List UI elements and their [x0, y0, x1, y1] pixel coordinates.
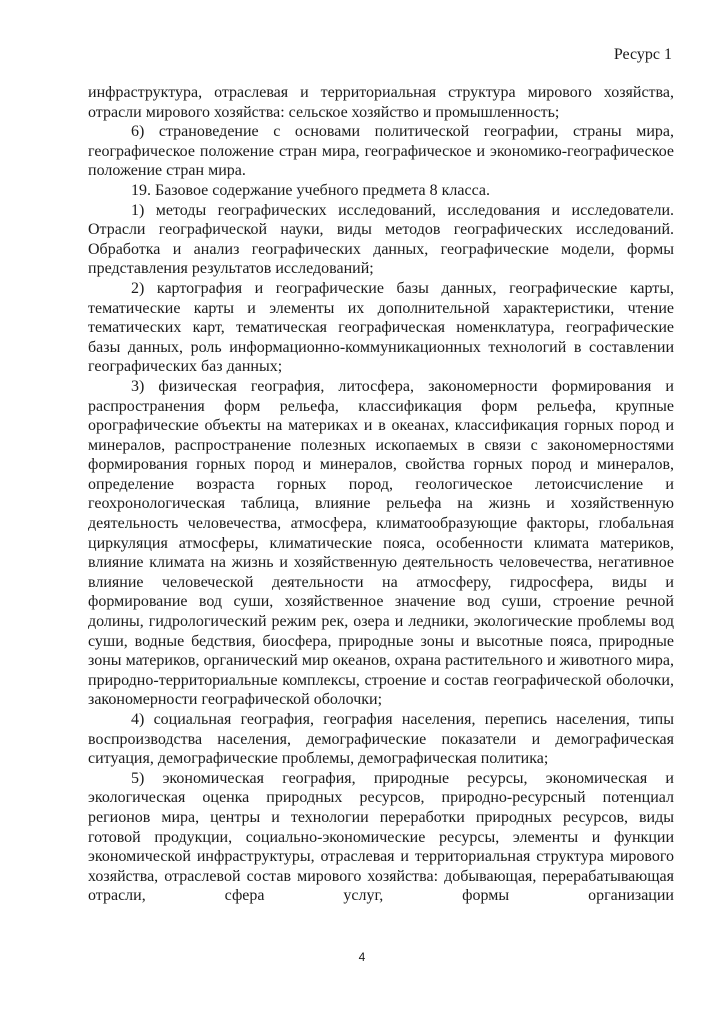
paragraph-item-1: 1) методы географических исследований, исследования и исследователи. Отрасли географической науки, виды методов географических исследований. Обработка и анализ географических данных, географические модели, формы представления результатов исследований;: [88, 201, 674, 278]
section-heading-19: 19. Базовое содержание учебного предмета 8 класса.: [131, 181, 491, 199]
paragraph-item-3: 3) физическая география, литосфера, закономерности формирования и распространения форм рельефа, классификация форм рельефа, крупные орографические объекты на материках и в океанах, классификация горных пород и минералов, распространение полезных ископаемых в связи с закономерностями формирования горных пород и минералов, свойства горных пород и минералов, определение возраста горных пород, геологическое летоисчисление и геохронологическая таблица, влияние рельефа на жизнь и хозяйственную деятельность человечества, атмосфера, климатообразующие факторы, глобальная циркуляция атмосферы, климатические пояса, особенности климата материков, влияние климата на жизнь и хозяйственную деятельность человечества, негативное влияние человеческой деятельности на атмосферу, гидросфера, виды и формирование вод суши, хозяйственное значение вод суши, строение речной долины, гидрологический режим рек, озера и ледники, экологические проблемы вод суши, водные бедствия, биосфера, природные зоны и высотные пояса, природные зоны материков, органический мир океанов, охрана растительного и животного мира, природно-территориальные комплексы, строение и состав географической оболочки, закономерности географической оболочки;: [88, 377, 674, 709]
paragraph-item-2: 2) картография и географические базы данных, географические карты, тематические карты и элементы их дополнительной характеристики, чтение тематических карт, тематическая географическая номенклатура, географические базы данных, роль информационно-коммуникационных технологий в составлении географических баз данных;: [88, 279, 674, 376]
paragraph-item-4: 4) социальная география, география населения, перепись населения, типы воспроизводства населения, демографические показатели и демографическая ситуация, демографические проблемы, демографическая политика;: [88, 711, 674, 768]
paragraph-continuation: инфраструктура, отраслевая и территориальная структура мирового хозяйства, отрасли мирового хозяйства: сельское хозяйство и промышленность;: [88, 84, 674, 121]
page-number: 4: [358, 950, 366, 964]
document-body: [88, 83, 674, 906]
resource-label: Ресурс 1: [613, 46, 672, 63]
paragraph-item-5: 5) экономическая география, природные ресурсы, экономическая и экологическая оценка природных ресурсов, природно-ресурсный потенциал регионов мира, центры и технологии переработки природных ресурсов, виды готовой продукции, социально-экономические ресурсы, элементы и функции экономической инфраструктуры, отраслевая и территориальная структура мирового хозяйства, отраслевой состав мирового хозяйства: добывающая, перерабатывающая отрасли, сфера услуг, формы организации: [88, 769, 674, 905]
paragraph-item-6: 6) страноведение с основами политической географии, страны мира, географическое положение стран мира, географическое и экономико-географическое положение стран мира.: [88, 123, 674, 180]
